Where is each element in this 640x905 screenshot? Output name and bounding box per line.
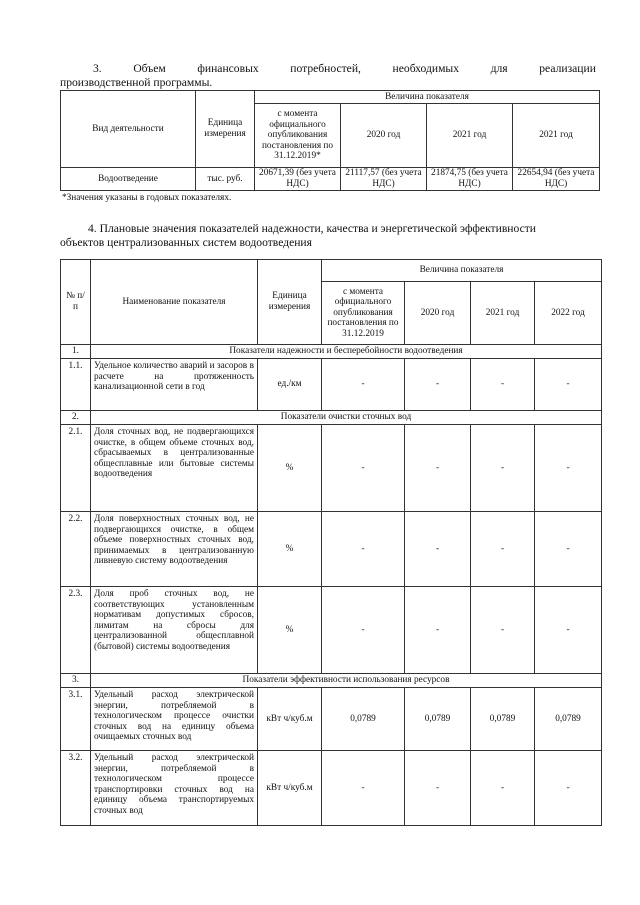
- cell-value: 22654,94 (без учета НДС): [513, 168, 600, 191]
- heading-word: реализации: [539, 62, 596, 75]
- row-unit: %: [258, 512, 322, 587]
- cell-value: 21874,75 (без учета НДС): [427, 168, 513, 191]
- row-value: -: [322, 751, 405, 826]
- row-unit: кВт ч/куб.м: [258, 751, 322, 826]
- section-3-heading-line1: [60, 62, 596, 76]
- section-4-heading-line1: 4. Плановые значения показателей надежности, качества и энергетической эффективности: [88, 222, 537, 235]
- section-3-heading-line2: производственной программы.: [60, 76, 213, 89]
- row-name: Удельный расход электрической энергии, потребляемой в технологическом процессе транспортировки сточных вод на единицу объема транспортируемых сточных вод: [91, 751, 258, 826]
- row-value: 0,0789: [535, 688, 602, 751]
- section-num: 2.: [61, 411, 91, 425]
- section-4-heading-line2: объектов централизованных систем водоотведения: [60, 236, 312, 249]
- section-num: 3.: [61, 674, 91, 688]
- row-num: 1.1.: [61, 359, 91, 411]
- row-value: -: [405, 751, 471, 826]
- row-num: 3.1.: [61, 688, 91, 751]
- cell-activity: Водоотведение: [61, 168, 196, 191]
- row-value: -: [405, 587, 471, 674]
- row-value: 0,0789: [405, 688, 471, 751]
- row-value: -: [322, 512, 405, 587]
- row-num: 2.1.: [61, 425, 91, 512]
- header-period: с момента официального опубликования постановления по 31.12.2019: [322, 282, 405, 345]
- table-row: [61, 688, 602, 751]
- row-value: -: [471, 587, 535, 674]
- row-value: -: [535, 512, 602, 587]
- row-name: Доля сточных вод, не подвергающихся очистке, в общем объеме сточных вод, сбрасываемых в централизованные общесплавные или бытовые системы водоотведения: [91, 425, 258, 512]
- row-value: -: [322, 587, 405, 674]
- heading-word: потребностей,: [290, 62, 361, 75]
- header-period: 2020 год: [341, 104, 427, 168]
- header-unit: Единица измерения: [196, 91, 255, 168]
- financial-needs-table: [60, 90, 600, 191]
- row-value: -: [471, 425, 535, 512]
- section-row: [61, 345, 602, 359]
- section-num: 1.: [61, 345, 91, 359]
- header-period: 2020 год: [405, 282, 471, 345]
- section-title: Показатели очистки сточных вод: [91, 411, 602, 425]
- header-num: № п/п: [61, 260, 91, 345]
- heading-word: для: [490, 62, 508, 75]
- row-value: -: [405, 359, 471, 411]
- header-period: 2021 год: [513, 104, 600, 168]
- section-row: [61, 411, 602, 425]
- heading-word: 3.: [93, 62, 102, 75]
- cell-value: 21117,57 (без учета НДС): [341, 168, 427, 191]
- footnote: *Значения указаны в годовых показателях.: [62, 193, 232, 203]
- table-row: [61, 359, 602, 411]
- indicators-table: [60, 259, 602, 826]
- header-period: с момента официального опубликования постановления по 31.12.2019*: [255, 104, 341, 168]
- heading-word: Объем: [133, 62, 166, 75]
- row-value: -: [471, 512, 535, 587]
- row-value: -: [535, 425, 602, 512]
- row-num: 3.2.: [61, 751, 91, 826]
- row-unit: %: [258, 425, 322, 512]
- row-value: -: [535, 751, 602, 826]
- row-value: -: [471, 359, 535, 411]
- section-title: Показатели надежности и бесперебойности водоотведения: [91, 345, 602, 359]
- row-value: -: [322, 425, 405, 512]
- row-value: 0,0789: [322, 688, 405, 751]
- cell-unit: тыс. руб.: [196, 168, 255, 191]
- row-name: Удельное количество аварий и засоров в расчете на протяженность канализационной сети в год: [91, 359, 258, 411]
- row-value: -: [535, 587, 602, 674]
- header-value-group: Величина показателя: [255, 91, 600, 104]
- row-num: 2.3.: [61, 587, 91, 674]
- header-activity: Вид деятельности: [61, 91, 196, 168]
- section-4-heading: [60, 222, 600, 250]
- section-row: [61, 674, 602, 688]
- row-unit: кВт ч/куб.м: [258, 688, 322, 751]
- heading-word: необходимых: [392, 62, 459, 75]
- row-value: -: [535, 359, 602, 411]
- row-value: -: [405, 512, 471, 587]
- row-name: Доля поверхностных сточных вод, не подвергающихся очистке, в общем объеме поверхностных сточных вод, принимаемых в централизованную ливневую систему водоотведения: [91, 512, 258, 587]
- section-title: Показатели эффективности использования ресурсов: [91, 674, 602, 688]
- table-row: [61, 425, 602, 512]
- header-period: 2021 год: [427, 104, 513, 168]
- header-unit: Единица измерения: [258, 260, 322, 345]
- row-value: -: [405, 425, 471, 512]
- header-name: Наименование показателя: [91, 260, 258, 345]
- row-value: -: [471, 751, 535, 826]
- row-unit: %: [258, 587, 322, 674]
- section-3-heading: [60, 62, 596, 90]
- row-name: Доля проб сточных вод, не соответствующих установленным нормативам допустимых сбросов, лимитам на сбросы для централизованной общесплавной (бытовой) системы водоотведения: [91, 587, 258, 674]
- cell-value: 20671,39 (без учета НДС): [255, 168, 341, 191]
- row-value: -: [322, 359, 405, 411]
- header-period: 2021 год: [471, 282, 535, 345]
- table-row: [61, 751, 602, 826]
- row-unit: ед./км: [258, 359, 322, 411]
- heading-word: финансовых: [197, 62, 259, 75]
- header-value-group: Величина показателя: [322, 260, 602, 282]
- row-name: Удельный расход электрической энергии, потребляемой в технологическом процессе очистки сточных вод на единицу объема очищаемых сточных вод: [91, 688, 258, 751]
- table-row: [61, 168, 600, 191]
- header-period: 2022 год: [535, 282, 602, 345]
- row-num: 2.2.: [61, 512, 91, 587]
- row-value: 0,0789: [471, 688, 535, 751]
- table-row: [61, 587, 602, 674]
- table-row: [61, 512, 602, 587]
